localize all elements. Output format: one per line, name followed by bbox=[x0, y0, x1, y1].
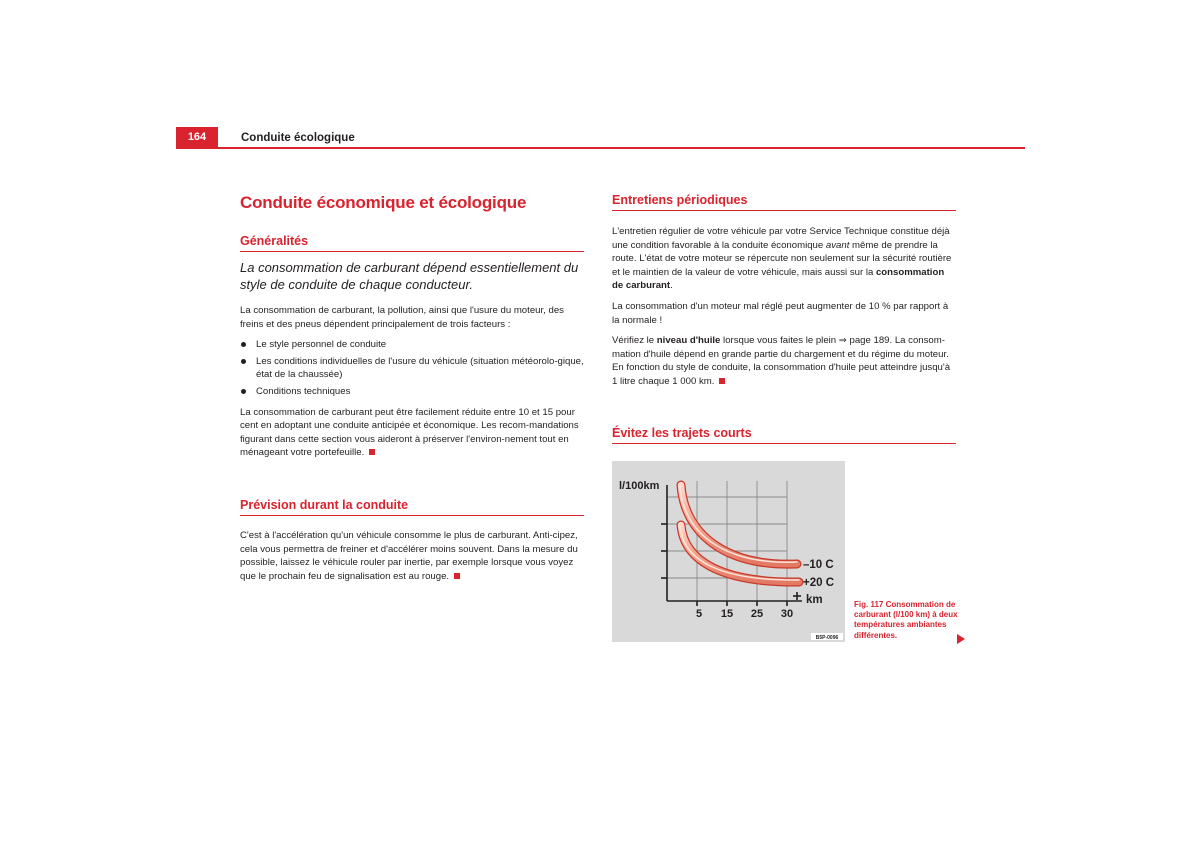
figure-caption: Fig. 117 Consommation de carburant (l/100 km) à deux températures ambiantes différentes. bbox=[854, 600, 958, 640]
bullet-icon bbox=[241, 359, 246, 364]
paragraph bbox=[240, 529, 584, 583]
list-item bbox=[240, 355, 584, 382]
section-entretiens-body bbox=[612, 225, 957, 389]
section-prevision-body bbox=[240, 529, 584, 583]
heading-trajets-courts: Évitez les trajets courts bbox=[612, 426, 752, 440]
emphasis-text: avant bbox=[825, 239, 850, 251]
paragraph bbox=[240, 406, 584, 460]
section-generalites-body bbox=[240, 304, 584, 460]
heading-rule bbox=[612, 443, 956, 444]
bullet-icon bbox=[241, 342, 246, 347]
header-rule bbox=[176, 147, 1025, 149]
list-item-text: Conditions techniques bbox=[256, 385, 351, 397]
list-item bbox=[240, 338, 584, 352]
heading-generalites: Généralités bbox=[240, 234, 309, 248]
section-end-mark bbox=[719, 378, 725, 384]
x-tick-label: 30 bbox=[780, 608, 794, 620]
page-number: 164 bbox=[187, 131, 207, 143]
paragraph-text: lorsque vous faites le plein ⇒ page 189. La consom-mation d'huile dépend en grande partie du chargement et du régime du moteur. En fonction du style de conduite, la consommation d'huile peut atteindre jusqu'à 1 litre chaque 1 000 km. bbox=[612, 335, 951, 387]
bullet-icon bbox=[241, 389, 246, 394]
paragraph: La consommation d'un moteur mal réglé peut augmenter de 10 % par rapport à la normale ! bbox=[612, 300, 949, 326]
series-label-minus10: –10 C bbox=[803, 559, 834, 571]
paragraph-text: Vérifiez le bbox=[612, 335, 657, 347]
heading-rule bbox=[240, 251, 584, 252]
x-tick-label: 25 bbox=[750, 608, 764, 620]
list-item-text: Le style personnel de conduite bbox=[256, 339, 387, 351]
paragraph bbox=[612, 225, 957, 293]
x-axis-label: km bbox=[806, 594, 823, 606]
paragraph-text: La consommation de carburant peut être facilement réduite entre 10 et 15 pour cent en adoptant une conduite anticipée et économique. Les recom-mandations figurant dans cette section vous aideront à préserver l'environ-nement tout en ménageant votre portefeuille. bbox=[240, 406, 579, 459]
paragraph bbox=[612, 334, 957, 388]
heading-rule bbox=[240, 515, 584, 516]
paragraph-text: C'est à l'accélération qu'un véhicule consomme le plus de carburant. Anti-cipez, cela vous permettra de freiner et d'accélérer moins souvent. Dans la mesure du possible, laissez le véhicule rouler par inertie, par exemple lorsque vous voyez que le prochain feu de signalisation est au rouge. bbox=[240, 530, 578, 582]
figure-fuel-consumption bbox=[612, 461, 845, 642]
figure-code: B5P-0096 bbox=[815, 635, 839, 641]
list-item bbox=[240, 385, 584, 399]
paragraph: La consommation de carburant, la pollution, ainsi que l'usure du moteur, des freins et des pneus dépendent principalement de trois facteurs : bbox=[240, 305, 564, 330]
list-item-text: Les conditions individuelles de l'usure du véhicule (situation météorolo-gique, état de la chaussée) bbox=[256, 355, 584, 381]
paragraph-text: . bbox=[670, 280, 673, 292]
heading-prevision: Prévision durant la conduite bbox=[240, 498, 409, 512]
heading-entretiens: Entretiens périodiques bbox=[612, 193, 748, 207]
main-title: Conduite économique et écologique bbox=[240, 193, 527, 212]
heading-rule bbox=[612, 210, 956, 211]
section-end-mark bbox=[369, 449, 375, 455]
section-end-mark bbox=[454, 573, 460, 579]
bold-text: consommation de carburant bbox=[612, 266, 945, 292]
series-label-plus20: +20 C bbox=[803, 577, 835, 589]
bold-text: niveau d'huile bbox=[656, 335, 721, 347]
running-title: Conduite écologique bbox=[241, 132, 355, 144]
paragraph-text: L'entretien régulier de votre véhicule par votre Service Technique constitue déjà une condition favorable à la conduite économique bbox=[612, 226, 950, 251]
y-axis-label: l/100km bbox=[619, 480, 660, 492]
lead-paragraph: La consommation de carburant dépend essentiellement du style de conduite de chaque conducteur. bbox=[240, 260, 579, 292]
paragraph-text: même de prendre la route. L'état de votre moteur se répercute non seulement sur la sécurité routière et le maintien de la valeur de votre véhicule, mais aussi sur la bbox=[612, 239, 952, 278]
x-tick-label: 5 bbox=[695, 608, 703, 620]
continue-arrow-icon bbox=[957, 634, 965, 644]
consumption-chart bbox=[612, 461, 845, 642]
x-tick-label: 15 bbox=[720, 608, 734, 620]
